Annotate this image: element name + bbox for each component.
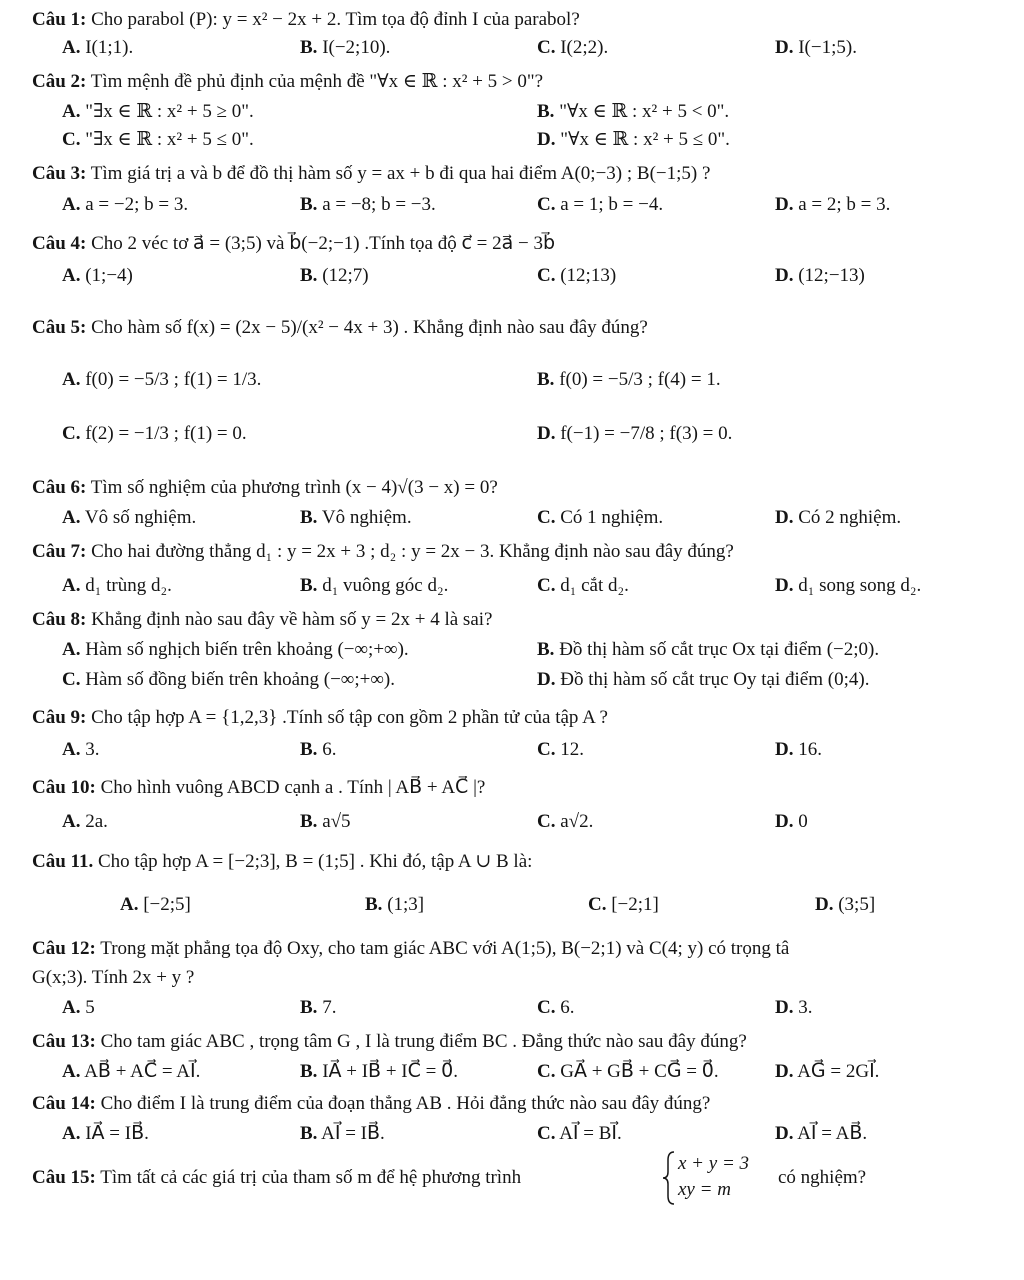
- option-10c: C. a√2.: [537, 811, 594, 832]
- option-8b: B. Đồ thị hàm số cắt trục Ox tại điểm (−2;0).: [537, 639, 880, 660]
- option-14a: A. IA⃗ = IB⃗.: [62, 1123, 149, 1144]
- option-7c: C. d₁ cắt d₂.: [537, 575, 629, 596]
- options-5a: [0, 368, 1024, 398]
- question-7: Câu 7: Cho hai đường thẳng d₁ : y = 2x + 3 ; d₂ : y = 2x − 3. Khẳng định nào sau đây đúng?: [32, 541, 734, 562]
- options-12: [0, 996, 1024, 1026]
- option-7d: D. d₁ song song d₂.: [775, 575, 922, 596]
- options-11: [0, 893, 1024, 923]
- question-2: Câu 2: Tìm mệnh đề phủ định của mệnh đề "∀x ∈ ℝ : x² + 5 > 0"?: [32, 71, 544, 92]
- option-11d: D. (3;5]: [815, 894, 876, 915]
- option-5a: A. f(0) = −5/3 ; f(1) = 1/3.: [62, 369, 262, 390]
- option-7b: B. d₁ vuông góc d₂.: [300, 575, 449, 596]
- options-9: [0, 738, 1024, 768]
- options-8a: [0, 638, 1024, 668]
- question-11: Câu 11. Cho tập hợp A = [−2;3], B = (1;5] . Khi đó, tập A ∪ B là:: [32, 851, 533, 872]
- option-6b: B. Vô nghiệm.: [300, 507, 412, 528]
- option-13b: B. IA⃗ + IB⃗ + IC⃗ = 0⃗.: [300, 1061, 458, 1082]
- question-10: Câu 10: Cho hình vuông ABCD cạnh a . Tính | AB⃗ + AC⃗ |?: [32, 777, 486, 798]
- option-9c: C. 12.: [537, 739, 584, 760]
- option-1b: B. I(−2;10).: [300, 37, 391, 58]
- question-12: Câu 12: Trong mặt phẳng tọa độ Oxy, cho tam giác ABC với A(1;5), B(−2;1) và C(4; y) có trọng tâ: [32, 938, 790, 959]
- option-11c: C. [−2;1]: [588, 894, 659, 915]
- option-8c: C. Hàm số đồng biến trên khoảng (−∞;+∞).: [62, 669, 395, 690]
- question-8: Câu 8: Khẳng định nào sau đây về hàm số y = 2x + 4 là sai?: [32, 609, 493, 630]
- option-2c: C. "∃x ∈ ℝ : x² + 5 ≤ 0".: [62, 129, 254, 150]
- option-6c: C. Có 1 nghiệm.: [537, 507, 664, 528]
- option-1a: A. I(1;1).: [62, 37, 134, 58]
- question-1: Câu 1: Cho parabol (P): y = x² − 2x + 2. Tìm tọa độ đỉnh I của parabol?: [32, 9, 580, 30]
- options-13: [0, 1060, 1024, 1090]
- option-10d: D. 0: [775, 811, 808, 832]
- option-9b: B. 6.: [300, 739, 337, 760]
- options-7: [0, 574, 1024, 604]
- options-14: [0, 1122, 1024, 1152]
- option-14c: C. AI⃗ = BI⃗.: [537, 1123, 622, 1144]
- question-6: Câu 6: Tìm số nghiệm của phương trình (x − 4)√(3 − x) = 0?: [32, 477, 498, 498]
- options-5b: [0, 422, 1024, 452]
- option-2b: B. "∀x ∈ ℝ : x² + 5 < 0".: [537, 101, 730, 122]
- brace-icon: [662, 1150, 676, 1206]
- option-9d: D. 16.: [775, 739, 822, 760]
- system-equation-2: xy = m: [678, 1179, 731, 1200]
- option-14b: B. AI⃗ = IB⃗.: [300, 1123, 385, 1144]
- option-12b: B. 7.: [300, 997, 337, 1018]
- option-5d: D. f(−1) = −7/8 ; f(3) = 0.: [537, 423, 733, 444]
- options-2b: [0, 128, 1024, 158]
- options-1: [0, 36, 1024, 66]
- option-3c: C. a = 1; b = −4.: [537, 194, 664, 215]
- option-3a: A. a = −2; b = 3.: [62, 194, 189, 215]
- options-8b: [0, 668, 1024, 698]
- option-6a: A. Vô số nghiệm.: [62, 507, 197, 528]
- equation-system: [662, 1150, 772, 1206]
- option-4c: C. (12;13): [537, 265, 617, 286]
- question-3: Câu 3: Tìm giá trị a và b để đồ thị hàm số y = ax + b đi qua hai điểm A(0;−3) ; B(−1;5) ?: [32, 163, 711, 184]
- option-13c: C. GA⃗ + GB⃗ + CG⃗ = 0⃗.: [537, 1061, 719, 1082]
- options-3: [0, 193, 1024, 223]
- option-7a: A. d₁ trùng d₂.: [62, 575, 172, 596]
- question-13: Câu 13: Cho tam giác ABC , trọng tâm G , I là trung điểm BC . Đẳng thức nào sau đây đúng?: [32, 1031, 747, 1052]
- option-10a: A. 2a.: [62, 811, 108, 832]
- option-5b: B. f(0) = −5/3 ; f(4) = 1.: [537, 369, 721, 390]
- option-11b: B. (1;3]: [365, 894, 425, 915]
- option-3d: D. a = 2; b = 3.: [775, 194, 891, 215]
- option-4a: A. (1;−4): [62, 265, 133, 286]
- option-9a: A. 3.: [62, 739, 100, 760]
- option-10b: B. a√5: [300, 811, 351, 832]
- question-15: Câu 15: Tìm tất cả các giá trị của tham số m để hệ phương trình: [32, 1167, 522, 1188]
- option-14d: D. AI⃗ = AB⃗.: [775, 1123, 868, 1144]
- option-13a: A. AB⃗ + AC⃗ = AI⃗.: [62, 1061, 201, 1082]
- option-1c: C. I(2;2).: [537, 37, 609, 58]
- option-12c: C. 6.: [537, 997, 575, 1018]
- question-15-tail: có nghiệm?: [778, 1167, 867, 1188]
- option-4d: D. (12;−13): [775, 265, 865, 286]
- question-12-line2: G(x;3). Tính 2x + y ?: [32, 967, 195, 988]
- options-4: [0, 264, 1024, 294]
- option-4b: B. (12;7): [300, 265, 369, 286]
- option-13d: D. AG⃗ = 2GI⃗.: [775, 1061, 880, 1082]
- option-3b: B. a = −8; b = −3.: [300, 194, 436, 215]
- option-12d: D. 3.: [775, 997, 813, 1018]
- question-14: Câu 14: Cho điểm I là trung điểm của đoạn thẳng AB . Hỏi đẳng thức nào sau đây đúng?: [32, 1093, 711, 1114]
- options-2a: [0, 100, 1024, 130]
- question-4: Câu 4: Cho 2 véc tơ a⃗ = (3;5) và b⃗(−2;−1) .Tính tọa độ c⃗ = 2a⃗ − 3b⃗: [32, 233, 556, 254]
- question-9: Câu 9: Cho tập hợp A = {1,2,3} .Tính số tập con gồm 2 phần tử của tập A ?: [32, 707, 608, 728]
- option-11a: A. [−2;5]: [120, 894, 191, 915]
- options-6: [0, 506, 1024, 536]
- option-8d: D. Đồ thị hàm số cắt trục Oy tại điểm (0;4).: [537, 669, 870, 690]
- options-10: [0, 810, 1024, 840]
- option-2d: D. "∀x ∈ ℝ : x² + 5 ≤ 0".: [537, 129, 730, 150]
- question-5: Câu 5: Cho hàm số f(x) = (2x − 5)/(x² − 4x + 3) . Khẳng định nào sau đây đúng?: [32, 317, 648, 338]
- option-1d: D. I(−1;5).: [775, 37, 857, 58]
- option-6d: D. Có 2 nghiệm.: [775, 507, 902, 528]
- system-equation-1: x + y = 3: [678, 1153, 750, 1174]
- option-12a: A. 5: [62, 997, 95, 1018]
- option-5c: C. f(2) = −1/3 ; f(1) = 0.: [62, 423, 247, 444]
- option-8a: A. Hàm số nghịch biến trên khoảng (−∞;+∞).: [62, 639, 409, 660]
- option-2a: A. "∃x ∈ ℝ : x² + 5 ≥ 0".: [62, 101, 254, 122]
